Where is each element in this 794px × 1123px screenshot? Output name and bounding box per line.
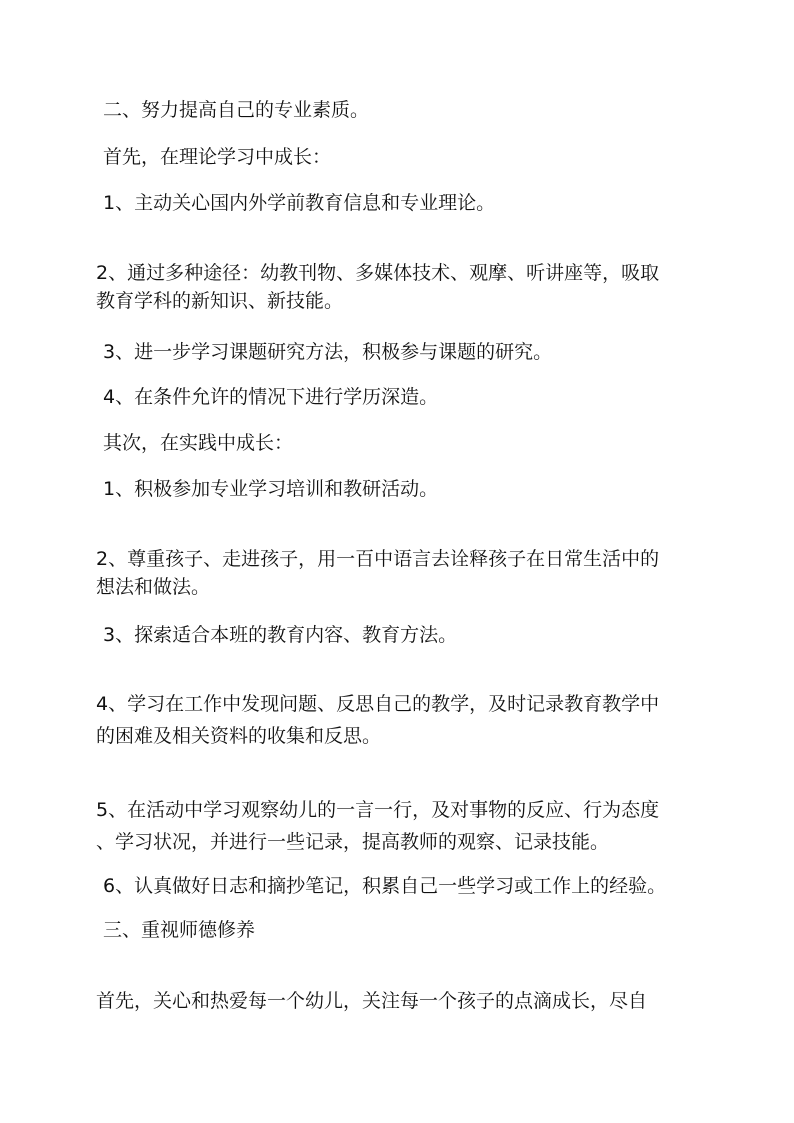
section-heading-professional-quality	[103, 96, 703, 124]
text-line: 2、通过多种途径：幼教刊物、多媒体技术、观摩、听讲座等，吸取	[96, 262, 660, 284]
subheading-practice-growth	[103, 429, 703, 457]
text-line: 的困难及相关资料的收集和反思。	[96, 725, 382, 747]
list-item-practice-1	[103, 475, 703, 503]
text-line: 首先，在理论学习中成长：	[103, 146, 332, 168]
list-item-theory-3	[103, 338, 703, 366]
list-item-practice-2	[96, 545, 696, 601]
list-item-theory-2	[96, 259, 696, 315]
text-line: 1、主动关心国内外学前教育信息和专业理论。	[103, 192, 496, 214]
list-item-practice-6	[103, 872, 703, 900]
text-line: 教育学科的新知识、新技能。	[96, 290, 344, 312]
list-item-practice-4	[96, 690, 696, 750]
list-item-practice-5	[96, 796, 696, 856]
text-line: 4、学习在工作中发现问题、反思自己的教学，及时记录教育教学中	[96, 693, 660, 715]
section-heading-teacher-ethics	[103, 916, 703, 944]
list-item-theory-1	[103, 189, 703, 217]
text-line: 4、在条件允许的情况下进行学历深造。	[103, 386, 439, 408]
text-line: 二、努力提高自己的专业素质。	[103, 99, 370, 121]
text-line: 、学习状况，并进行一些记录，提高教师的观察、记录技能。	[96, 831, 610, 853]
subheading-theory-growth	[103, 143, 703, 171]
text-line: 2、尊重孩子、走进孩子，用一百中语言去诠释孩子在日常生活中的	[96, 548, 660, 570]
text-line: 想法和做法。	[96, 576, 211, 598]
text-line: 3、进一步学习课题研究方法，积极参与课题的研究。	[103, 341, 553, 363]
list-item-theory-4	[103, 383, 703, 411]
text-line: 其次，在实践中成长：	[103, 432, 294, 454]
list-item-practice-3	[103, 621, 703, 649]
text-line: 1、积极参加专业学习培训和教研活动。	[103, 478, 439, 500]
text-line: 三、重视师德修养	[103, 919, 256, 941]
text-line: 3、探索适合本班的教育内容、教育方法。	[103, 624, 458, 646]
body-paragraph-ethics-first	[96, 987, 696, 1015]
text-line: 5、在活动中学习观察幼儿的一言一行，及对事物的反应、行为态度	[96, 799, 660, 821]
text-line: 首先，关心和热爱每一个幼儿，关注每一个孩子的点滴成长，尽自	[96, 990, 648, 1012]
text-line: 6、认真做好日志和摘抄笔记，积累自己一些学习或工作上的经验。	[103, 875, 667, 897]
